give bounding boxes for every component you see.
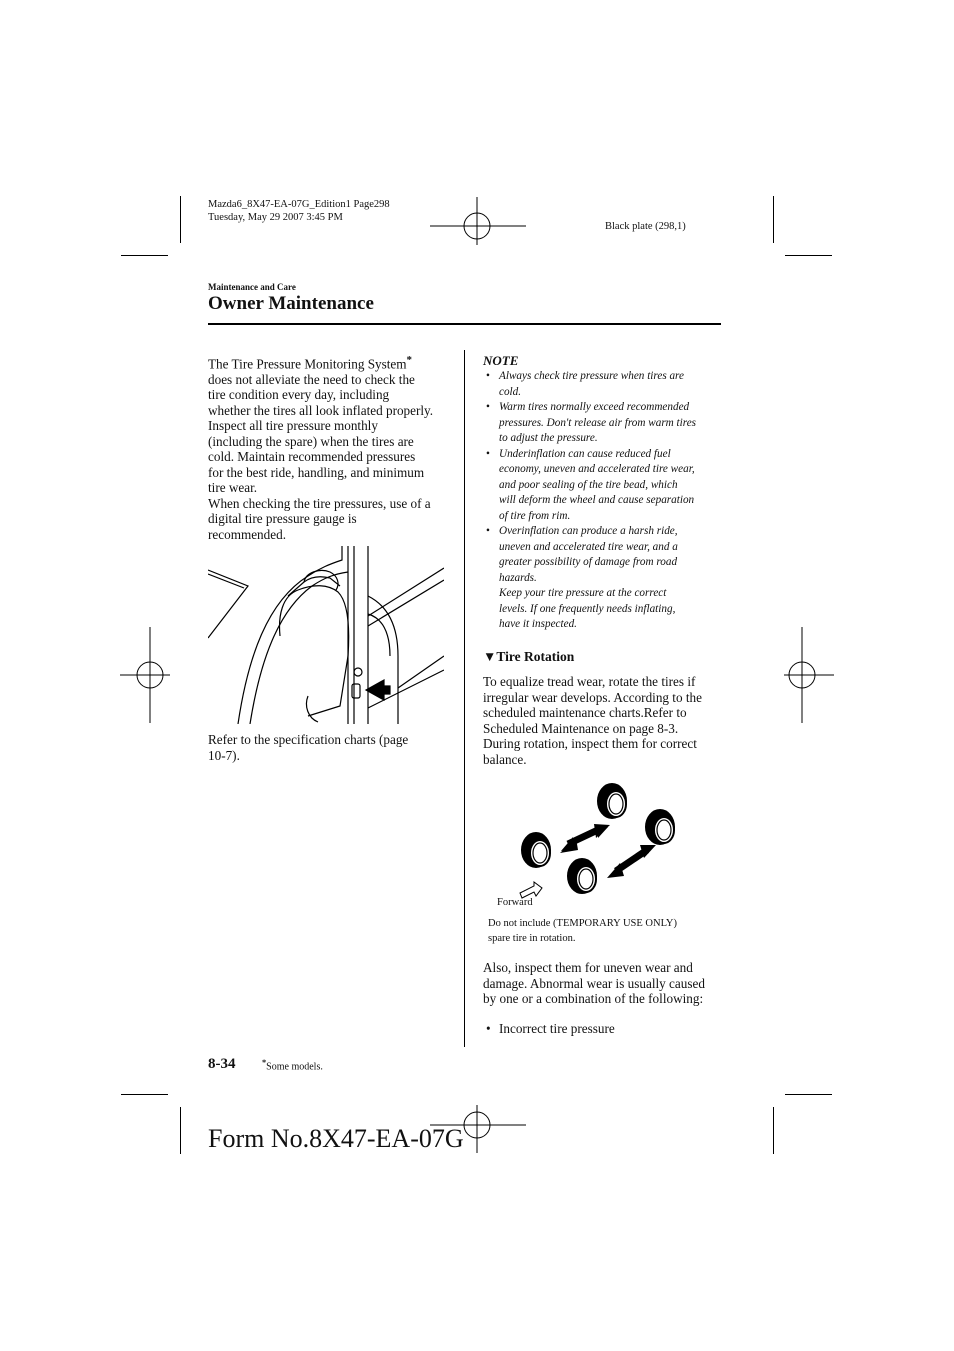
- intro-line: Inspect all tire pressure monthly: [208, 418, 378, 434]
- rotation-arrow-left: [560, 824, 610, 853]
- intro-line: tire condition every day, including: [208, 387, 390, 403]
- intro-line: recommended.: [208, 526, 286, 542]
- refer-paragraph: [208, 732, 458, 763]
- tire-front-left: [522, 833, 550, 867]
- tire-rotation-diagram: [490, 780, 690, 910]
- print-info: [208, 199, 390, 224]
- rotation-arrow-right: [607, 845, 656, 878]
- column-divider: [464, 350, 465, 1047]
- note-item: • Warm tires normally exceed recommended pressures. Don't release air from warm tires to adjust the pressure.: [483, 400, 728, 447]
- tire-label-location-illustration: [208, 546, 444, 724]
- note-list: [483, 369, 728, 633]
- intro-line: does not alleviate the need to check the: [208, 371, 415, 387]
- caption-line: Do not include (TEMPORARY USE ONLY): [488, 918, 678, 929]
- inspect-paragraph: [483, 960, 733, 1007]
- intro-line: (including the spare) when the tires are: [208, 433, 414, 449]
- rotation-paragraph: [483, 674, 733, 767]
- rotation-caption: [488, 916, 728, 946]
- inspect-line: Also, inspect them for uneven wear and: [483, 960, 693, 975]
- rotation-line: Scheduled Maintenance on page 8-3.: [483, 720, 679, 736]
- print-info-line2: Tuesday, May 29 2007 3:45 PM: [208, 211, 343, 223]
- form-number: Form No.8X47-EA-07G: [208, 1124, 464, 1153]
- intro-first-line: [208, 353, 458, 372]
- forward-arrow-icon: [520, 882, 542, 898]
- page-number: 8-34: [208, 1056, 236, 1072]
- intro-line: When checking the tire pressures, use of a: [208, 495, 431, 511]
- forward-label: Forward: [497, 897, 533, 908]
- print-info-line1: Mazda6_8X47-EA-07G_Edition1 Page298: [208, 199, 390, 210]
- bullet-item: • Incorrect tire pressure: [483, 1021, 739, 1037]
- triangle-down-icon: ▼: [483, 649, 497, 664]
- rotation-line: During rotation, inspect them for correct: [483, 736, 697, 751]
- inspect-line: by one or a combination of the following:: [483, 991, 704, 1006]
- rotation-line: To equalize tread wear, rotate the tires if: [483, 674, 696, 689]
- inspect-line: damage. Abnormal wear is usually caused: [483, 975, 705, 991]
- asterisk-mark: *: [406, 354, 413, 366]
- subsection-title: Tire Rotation: [496, 649, 575, 664]
- caption-line: spare tire in rotation.: [488, 933, 576, 944]
- tire-front-right: [568, 859, 596, 893]
- note-item: • Underinflation can cause reduced fuel economy, uneven and accelerated tire wear, and poor sealing of the tire bead, which will deform the wheel and cause separation of tire from rim.: [483, 447, 728, 525]
- header-rule: [208, 323, 721, 325]
- refer-line: 10-7).: [208, 747, 240, 763]
- registration-mark-left: [120, 627, 170, 723]
- subsection-heading: [483, 649, 574, 665]
- note-item: • Always check tire pressure when tires are cold.: [483, 369, 728, 400]
- rotation-line: balance.: [483, 751, 527, 767]
- page-title: Owner Maintenance: [208, 293, 374, 314]
- tire-rear-left: [598, 784, 626, 818]
- intro-line: whether the tires all look inflated properly.: [208, 402, 434, 418]
- intro-line: The Tire Pressure Monitoring System: [208, 356, 407, 372]
- registration-mark-right: [784, 627, 834, 723]
- refer-line: Refer to the specification charts (page: [208, 732, 409, 747]
- rotation-line: scheduled maintenance charts.Refer to: [483, 705, 687, 720]
- footnote-text: Some models.: [266, 1061, 323, 1073]
- note-item: • Overinflation can produce a harsh ride, uneven and accelerated tire wear, and a greater possibility of damage from road hazards. Keep your tire pressure at the correct levels. If one frequently needs inflating, have it inspected.: [483, 524, 728, 633]
- intro-line: cold. Maintain recommended pressures: [208, 449, 416, 465]
- registration-mark-top: [430, 195, 526, 245]
- intro-line: for the best ride, handling, and minimum: [208, 464, 425, 480]
- plate-label: Black plate (298,1): [605, 221, 686, 232]
- footnote: [262, 1058, 323, 1072]
- tire-rear-right: [646, 810, 674, 844]
- section-label: Maintenance and Care: [208, 282, 296, 292]
- rotation-line: irregular wear develops. According to the: [483, 689, 702, 705]
- footnote-asterisk: *: [262, 1058, 267, 1067]
- intro-paragraph: [208, 353, 458, 542]
- note-heading: NOTE: [483, 353, 519, 368]
- intro-line: tire wear.: [208, 480, 258, 496]
- intro-line: digital tire pressure gauge is: [208, 511, 357, 527]
